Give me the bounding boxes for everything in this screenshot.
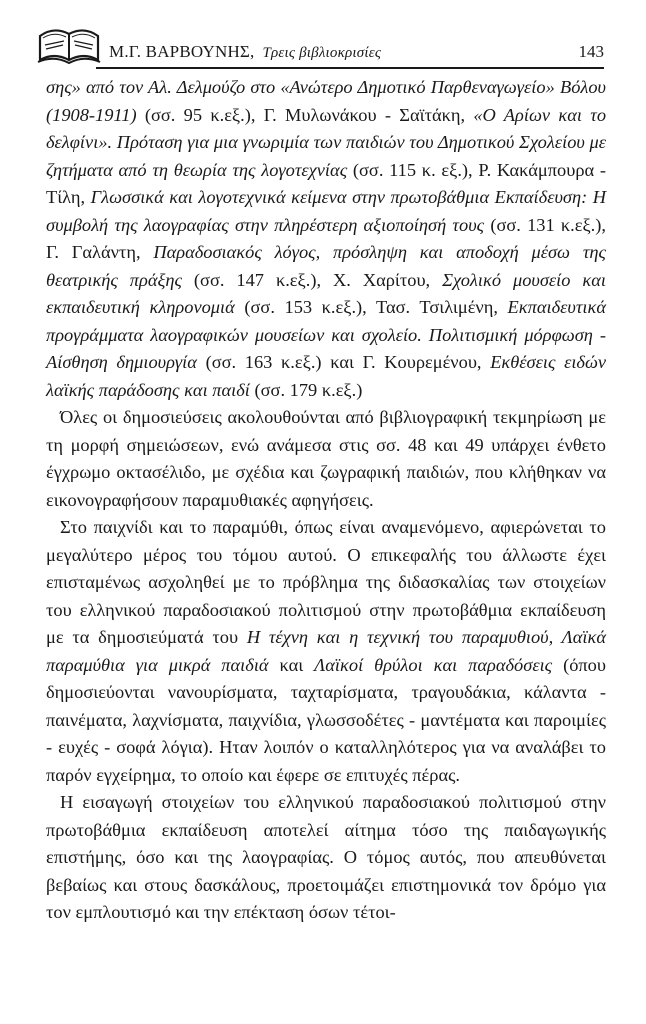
header-rule xyxy=(96,67,604,69)
text-run: Όλες οι δημοσιεύσεις ακολουθούνται από βιβλιογραφική τεκμηρίωση με τη μορφή σημειώσεων, ενώ ανάμεσα στις σσ. 48 και 49 υπάρχει ένθετο έγχρωμο οκτασέλιδο, με σχέδια και ζωγραφική παιδιών, που κλήθηκαν να εικονογραφήσουν παραμυθιακές αφηγήσεις. xyxy=(46,407,606,510)
italic-run: Γλωσσικά και λογοτεχνικά κείμενα στην πρωτοβάθμια Εκπαίδευση: Η συμβολή της λαογραφίας στην πληρέστερη αξιοποίησή τους xyxy=(46,187,606,235)
paragraph xyxy=(46,404,606,514)
body-text xyxy=(46,74,606,927)
text-run: Η εισαγωγή στοιχείων του ελληνικού παραδοσιακού πολιτισμού στην πρωτοβάθμια εκπαίδευση αποτελεί αίτημα τόσο της παιδαγωγικής επιστήμης, όσο και της λαογραφίας. Ο τόμος αυτός, που απευθύνεται βεβαίως και στους δασκάλους, προετοιμάζει επιστημονικά τον δρόμο για τον εμπλουτισμό και την επέκταση όσων τέτοι- xyxy=(46,792,606,922)
text-run: και xyxy=(268,654,315,675)
page-header xyxy=(36,20,604,68)
italic-run: Σχολικό μουσείο και εκπαιδευτική κληρονομιά xyxy=(46,269,606,317)
italic-run: Εκπαιδευτικά προγράμματα λαογραφικών μουσείων και σχολείο. Πολιτισμική μόρφωση - Αίσθηση δημιουργία xyxy=(46,297,606,372)
text-run: (σσ. 153 κ.εξ.), Τασ. Τσιλιμένη, xyxy=(234,297,508,317)
text-run: (σσ. 163 κ.εξ.) και Γ. Κουρεμένου, xyxy=(196,352,491,372)
author-name: Μ.Γ. ΒΑΡΒΟΥΝΗΣ, xyxy=(109,42,255,61)
italic-run: σης» από τον Αλ. Δελμούζο στο «Ανώτερο Δημοτικό Παρθεναγωγείο» Βόλου (1908-1911) xyxy=(46,77,606,125)
text-run: (όπου δημοσιεύονται νανουρίσματα, ταχταρίσματα, τραγουδάκια, κάλαντα - παινέματα, λαχνίσματα, παιχνίδια, γλωσσοδέτες - μαντέματα και παροιμίες - ευχές - σοφά λόγια). Ηταν λοιπόν ο καταλληλότερος για να αναλάβει το παρόν εγχείρημα, το οποίο και έφερε σε επιτυχές πέρας. xyxy=(46,654,606,785)
text-run: Στο παιχνίδι και το παραμύθι, όπως είναι αναμενόμενο, αφιερώνεται το μεγαλύτερο μέρος του τόμου αυτού. Ο επικεφαλής του άλλωστε έχει επισταμένως ασχοληθεί με το πρόβλημα της διδασκαλίας των στοιχείων του ελληνικού παραδοσιακού πολιτισμού στην πρωτοβάθμια εκπαίδευση με τα δημοσιεύματά του xyxy=(46,517,606,647)
paragraph xyxy=(46,74,606,404)
book-title: Τρεις βιβλιοκρισίες xyxy=(262,45,382,61)
italic-run: «Ο Αρίων και το δελφίνι». Πρόταση για μια γνωριμία των παιδιών του Δημοτικού Σχολείου με ζητήματα από τη θεωρία της λογοτεχνίας xyxy=(46,104,607,180)
running-head xyxy=(109,42,381,62)
open-book-logo-icon xyxy=(36,20,102,66)
italic-run: Εκθέσεις ειδών λαϊκής παράδοσης και παιδί xyxy=(46,352,606,400)
text-run: (σσ. 147 κ.εξ.), Χ. Χαρίτου, xyxy=(181,269,443,290)
text-run: (σσ. 115 κ. εξ.), Ρ. Κακάμπουρα - Τίλη, xyxy=(46,159,606,207)
paragraph xyxy=(46,789,606,927)
text-run: (σσ. 131 κ.εξ.), Γ. Γαλάντη, xyxy=(46,214,606,262)
italic-run: Η τέχνη και η τεχνική του παραμυθιού, Λαϊκά παραμύθια για μικρά παιδιά xyxy=(46,627,606,675)
text-run: (σσ. 95 κ.εξ.), Γ. Μυλωνάκου - Σαϊτάκη, xyxy=(136,104,474,125)
text-run: (σσ. 179 κ.εξ.) xyxy=(249,379,363,400)
italic-run: Παραδοσιακός λόγος, πρόσληψη και αποδοχή μέσω της θεατρικής πράξης xyxy=(46,242,606,290)
page-number: 143 xyxy=(578,42,604,61)
italic-run: Λαϊκοί θρύλοι και παραδόσεις xyxy=(314,654,553,675)
paragraph xyxy=(46,514,606,789)
